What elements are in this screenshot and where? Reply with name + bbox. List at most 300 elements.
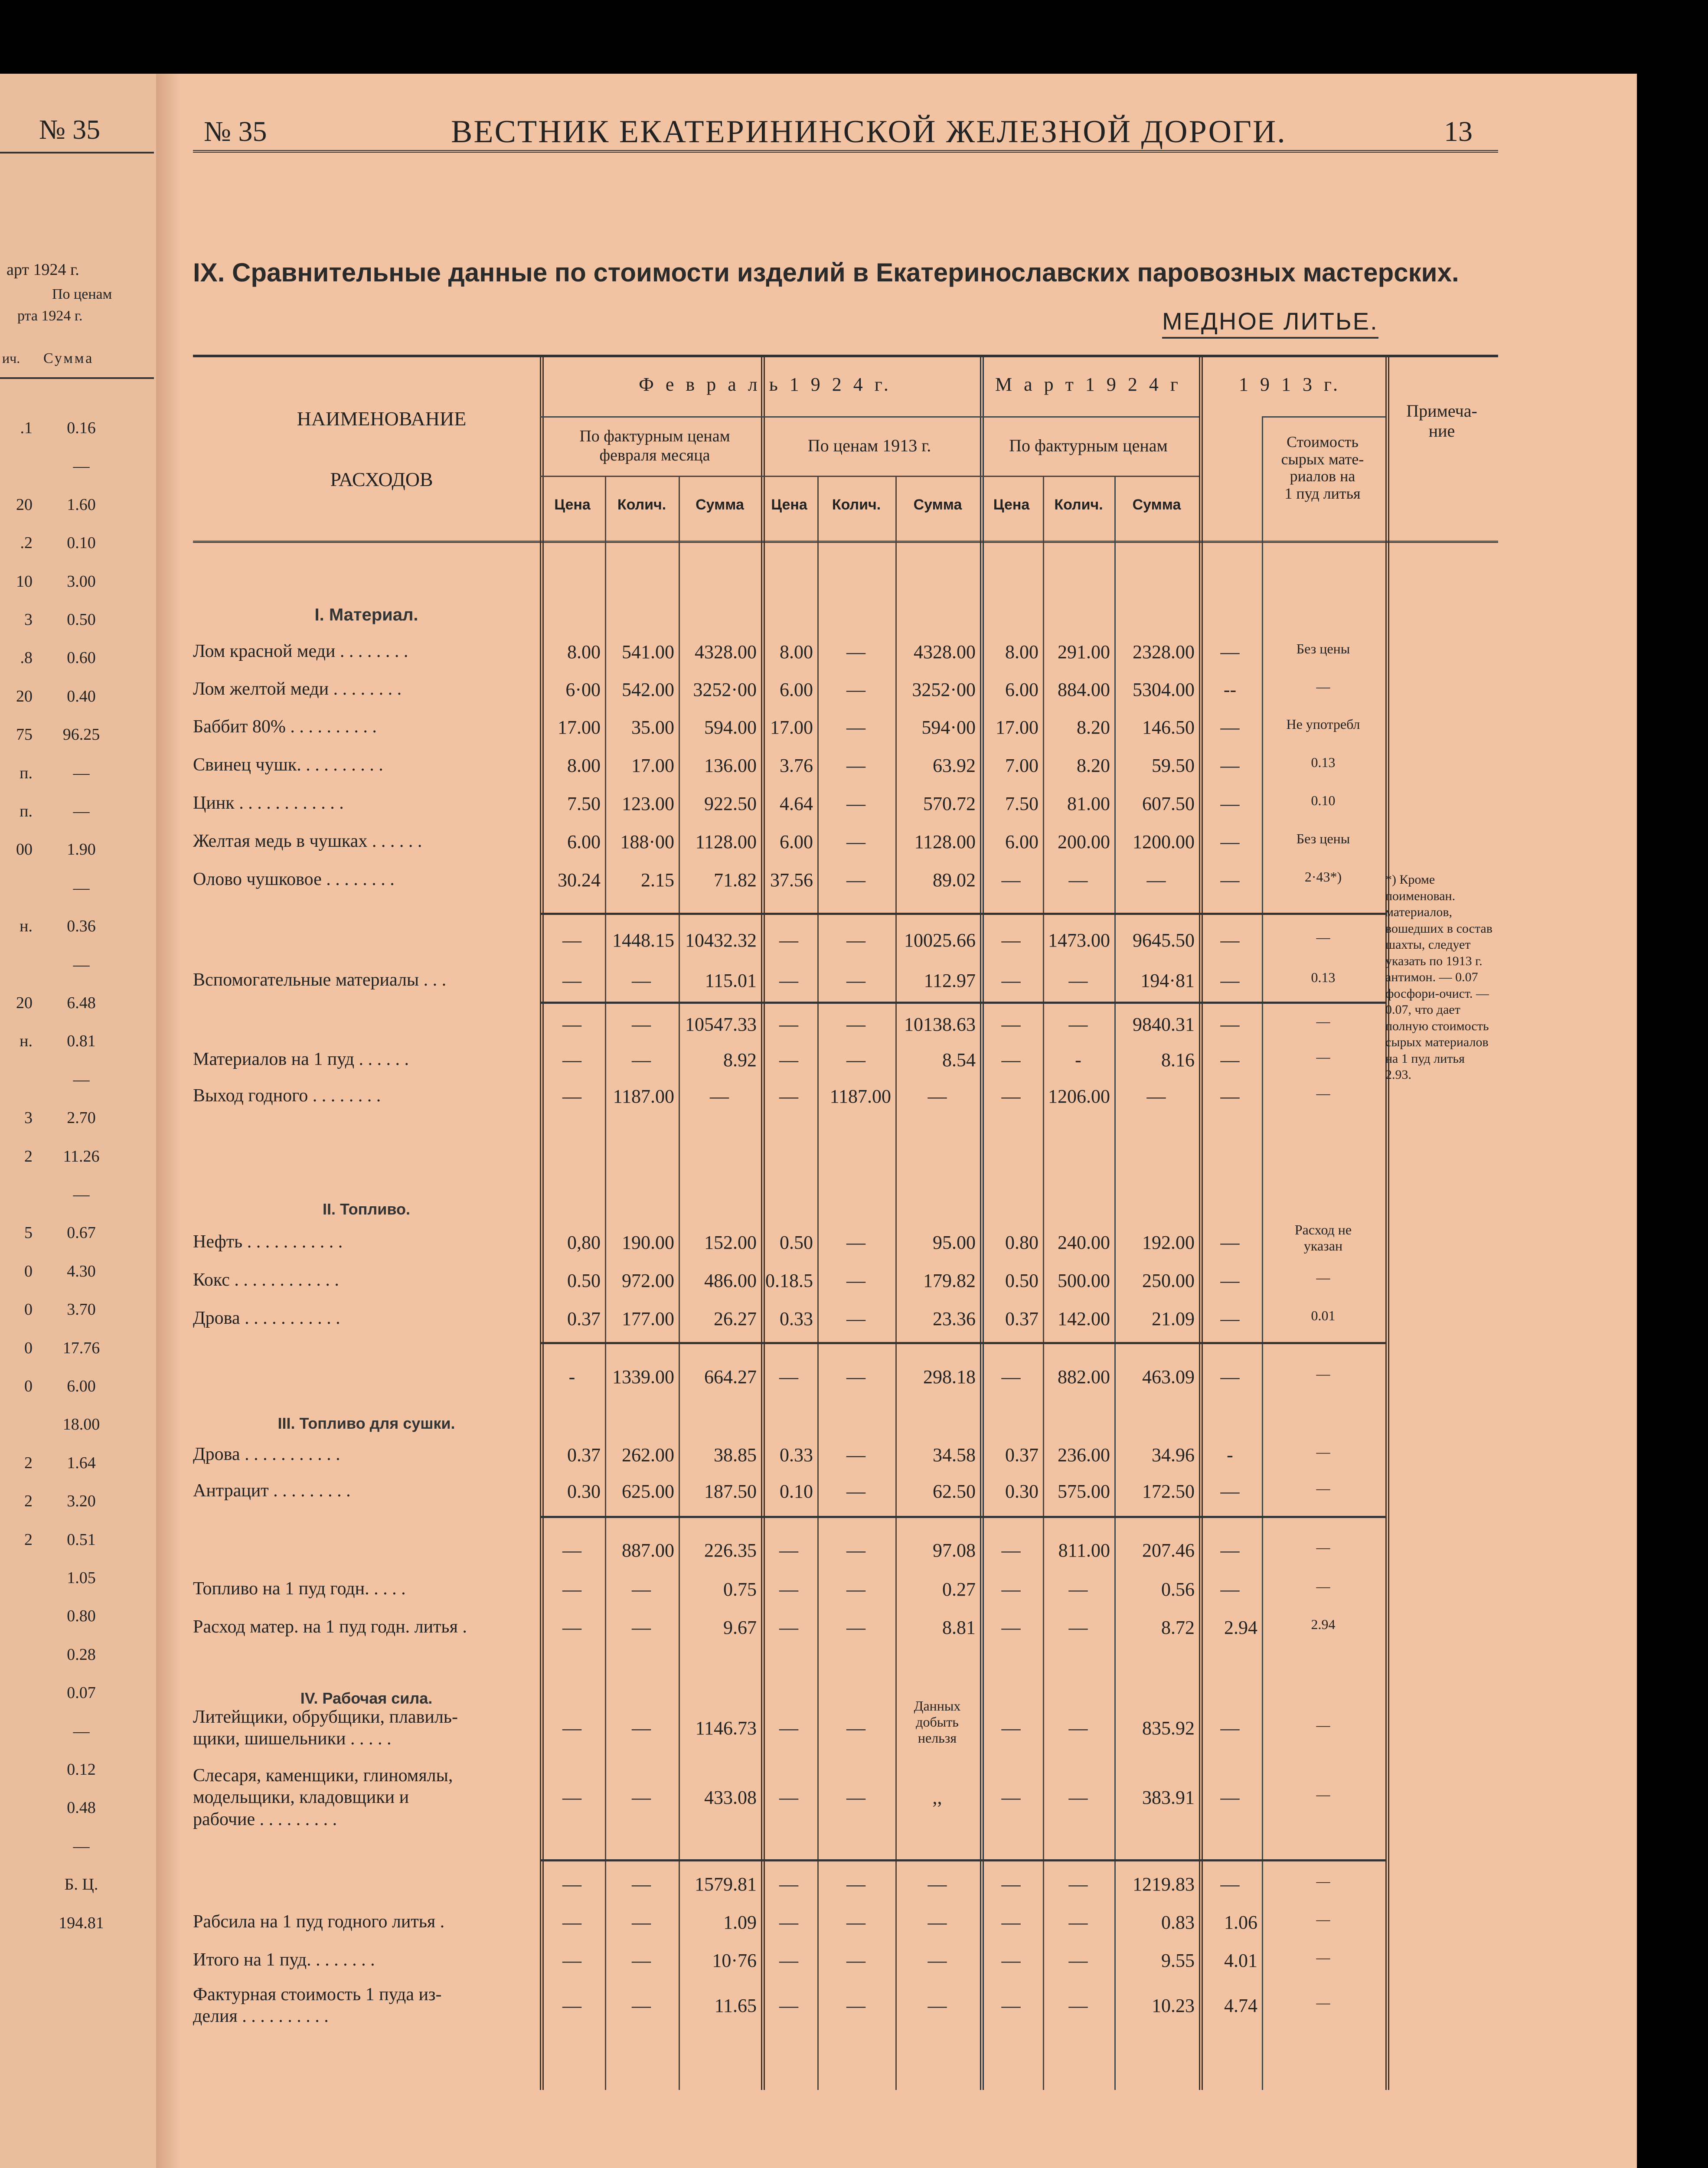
table-cell: 10547.33 (685, 1014, 757, 1035)
table-cell: — (1220, 970, 1240, 991)
row-label: Литейщики, обрубщики, плавиль- щики, шишельники . . . . . (193, 1707, 458, 1749)
table-cell: — (1068, 869, 1088, 891)
table-cell: — (562, 970, 581, 991)
table-cell: 38.85 (714, 1444, 757, 1466)
table-cell: — (1220, 1481, 1240, 1502)
table-cell: 972.00 (622, 1270, 674, 1291)
table-cell: 0.13 (1311, 970, 1336, 985)
subtotal-rule (540, 913, 1385, 915)
table-cell: 922.50 (704, 793, 757, 814)
table-cell: — (562, 1049, 581, 1071)
table-cell: — (846, 793, 865, 814)
table-cell: — (846, 1874, 865, 1895)
table-cell: 62.50 (933, 1481, 976, 1502)
left-cell-b: — (73, 802, 90, 820)
table-cell: — (1001, 1995, 1021, 2016)
table-cell: — (1068, 1912, 1088, 1933)
left-cell-b: 0.40 (67, 687, 96, 705)
left-cell-b: 0.16 (67, 419, 96, 437)
section-drying-fuel: III. Топливо для сушки. (278, 1414, 455, 1432)
table-cell: -- (1223, 679, 1237, 700)
table-cell: — (1316, 1049, 1330, 1064)
table-column-line (817, 476, 819, 2090)
journal-title: ВЕСТНИК ЕКАТЕРИНИНСКОЙ ЖЕЛЕЗНОЙ ДОРОГИ. (451, 114, 1287, 150)
table-head-bottom-rule (193, 541, 1498, 543)
table-cell: 887.00 (622, 1540, 674, 1561)
section-title: IX. Сравнительные данные по стоимости изделий в Екатеринославских паровозных мастерских. (193, 258, 1459, 287)
table-cell: 1128.00 (695, 831, 757, 852)
sub-header-sum: Сумма (913, 496, 962, 513)
table-cell: — (1220, 1540, 1240, 1561)
table-column-line (1043, 476, 1044, 2090)
table-cell: 625.00 (622, 1481, 674, 1502)
table-cell: 0.37 (1005, 1444, 1039, 1466)
sub-header-price: Цена (993, 496, 1030, 513)
col-raw-cost: Стоимость сырых мате- риалов на 1 пуд литья (1281, 433, 1364, 502)
left-cell-b: 0.51 (67, 1530, 96, 1549)
table-cell: 0.13 (1311, 754, 1336, 770)
left-cell-a: 0 (24, 1339, 33, 1357)
page-number: 13 (1444, 116, 1473, 147)
table-cell: 8.00 (567, 755, 601, 776)
table-cell: — (1220, 1049, 1240, 1071)
table-column-line (605, 476, 606, 2090)
table-cell: — (846, 1995, 865, 2016)
table-cell: — (1220, 869, 1240, 891)
row-label: Дрова . . . . . . . . . . . (193, 1444, 340, 1464)
row-label: Лом красной меди . . . . . . . . (193, 641, 408, 661)
left-cell-b: 1.64 (67, 1453, 96, 1472)
left-cell-b: 0.10 (67, 534, 96, 552)
table-cell: — (779, 1540, 798, 1561)
table-cell: 7.50 (567, 793, 601, 814)
subtotal-rule (540, 1342, 1385, 1344)
table-cell: 10432.32 (685, 930, 757, 951)
table-cell: — (632, 1049, 651, 1071)
col-name-l2: РАСХОДОВ (330, 468, 433, 490)
table-cell: 9645.50 (1133, 930, 1195, 951)
left-cell-a: н. (20, 917, 33, 936)
row-label: Лом желтой меди . . . . . . . . (193, 679, 402, 699)
table-cell: 9.55 (1161, 1950, 1195, 1971)
subtotal-rule (540, 1859, 1385, 1861)
left-cell-b: 0.60 (67, 649, 96, 667)
table-cell: 1.09 (723, 1912, 757, 1933)
table-cell: — (1316, 1578, 1330, 1594)
header-rule (540, 476, 1199, 477)
table-cell: — (562, 1014, 581, 1035)
table-cell: Расход не указан (1294, 1222, 1352, 1254)
left-cell-a: 20 (16, 687, 33, 705)
table-cell: 2·43*) (1304, 869, 1342, 885)
table-cell: — (846, 1049, 865, 1071)
left-cell-a: 00 (16, 840, 33, 859)
table-cell: — (927, 1874, 947, 1895)
table-cell: 7.50 (1005, 793, 1039, 814)
table-cell: — (1220, 641, 1240, 663)
header-rule (1262, 416, 1385, 418)
table-cell: 10.23 (1152, 1995, 1195, 2016)
table-cell: — (562, 1874, 581, 1895)
table-cell: — (779, 1617, 798, 1638)
table-cell: 8.20 (1077, 755, 1110, 776)
left-cell-b: 0.48 (67, 1799, 96, 1817)
table-cell: — (1001, 1049, 1021, 1071)
table-cell: 383.91 (1142, 1787, 1195, 1808)
left-cell-b: — (73, 457, 90, 476)
table-cell: 9840.31 (1133, 1014, 1195, 1035)
table-cell: — (1316, 1786, 1330, 1802)
left-cell-b: 1.90 (67, 840, 96, 859)
table-cell: — (927, 1995, 947, 2016)
table-cell: — (1220, 1086, 1240, 1107)
table-cell: — (562, 1540, 581, 1561)
sub-header-qty: Колич. (832, 496, 881, 513)
table-cell: — (1068, 970, 1088, 991)
table-cell: — (1220, 1717, 1240, 1739)
table-cell: 240.00 (1058, 1232, 1110, 1253)
table-cell: 81.00 (1067, 793, 1110, 814)
table-cell: 0.01 (1311, 1308, 1336, 1323)
sub-header-qty: Колич. (1054, 496, 1103, 513)
table-cell: — (1001, 1787, 1021, 1808)
table-column-line (980, 356, 984, 2090)
table-cell: — (562, 1579, 581, 1600)
table-cell: — (1001, 1912, 1021, 1933)
table-column-line (1114, 476, 1116, 2090)
left-cell-a: 2 (24, 1147, 33, 1166)
table-cell: 8.20 (1077, 717, 1110, 738)
table-cell: — (779, 1014, 798, 1035)
table-cell: 298.18 (923, 1366, 976, 1388)
left-cell-b: 0.12 (67, 1760, 96, 1779)
table-cell: 8.72 (1161, 1617, 1195, 1638)
table-cell: — (632, 1874, 651, 1895)
table-cell: 882.00 (1058, 1366, 1110, 1388)
table-cell: 97.08 (933, 1540, 976, 1561)
col-feb-fact: По фактурным ценам февраля месяца (579, 427, 730, 464)
table-cell: — (846, 755, 865, 776)
table-cell: Без цены (1296, 831, 1350, 846)
table-cell: 1219.83 (1133, 1874, 1195, 1895)
table-cell: 59.50 (1152, 755, 1195, 776)
table-cell: — (1316, 1949, 1330, 1965)
table-cell: — (1001, 869, 1021, 891)
table-cell: Данных добыть нельзя (914, 1698, 961, 1746)
table-cell: — (1146, 1086, 1166, 1107)
table-cell: — (846, 1308, 865, 1329)
table-cell: — (1316, 1539, 1330, 1555)
table-cell: 1.06 (1224, 1912, 1257, 1933)
table-cell: — (846, 1950, 865, 1971)
table-cell: — (779, 1086, 798, 1107)
left-cell-b: 1.05 (67, 1569, 96, 1587)
row-label: Олово чушковое . . . . . . . . (193, 869, 395, 889)
table-cell: 1448.15 (612, 930, 674, 951)
left-col-b: Сумма (43, 350, 94, 366)
table-cell: 179.82 (923, 1270, 976, 1291)
table-cell: — (632, 1014, 651, 1035)
left-cell-b: 96.25 (62, 725, 100, 744)
table-cell: — (779, 1995, 798, 2016)
table-cell: 2.94 (1224, 1617, 1257, 1638)
table-cell: — (1220, 1014, 1240, 1035)
table-cell: — (1146, 869, 1166, 891)
left-page-rule (0, 152, 154, 153)
table-cell: — (1316, 1995, 1330, 2010)
table-cell: 4.74 (1224, 1995, 1257, 2016)
left-head-rule (0, 377, 154, 379)
table-cell: 0.75 (723, 1579, 757, 1600)
table-cell: — (1220, 831, 1240, 852)
left-cell-b: 0.36 (67, 917, 96, 936)
row-label: Слесаря, каменщики, глиномялы, модельщики, кладовщики и рабочие . . . . . . . . . (193, 1766, 453, 1829)
left-cell-a: 0 (24, 1300, 33, 1319)
table-cell: — (1220, 930, 1240, 951)
table-cell: 6.00 (780, 679, 813, 700)
table-cell: 8.00 (1005, 641, 1039, 663)
table-cell: 123.00 (622, 793, 674, 814)
left-cell-a: .2 (20, 534, 33, 552)
table-cell: — (846, 869, 865, 891)
table-cell: — (632, 1995, 651, 2016)
table-cell: 8.00 (567, 641, 601, 663)
table-cell: — (1220, 1232, 1240, 1253)
table-cell: 7.00 (1005, 755, 1039, 776)
table-cell: 0.27 (942, 1579, 976, 1600)
table-cell: — (846, 1717, 865, 1739)
left-cell-a: .1 (20, 419, 33, 437)
left-col-a: ич. (2, 350, 20, 366)
table-cell: — (632, 1787, 651, 1808)
left-cell-a: 2 (24, 1530, 33, 1549)
table-cell: 142.00 (1058, 1308, 1110, 1329)
table-cell: — (1220, 1579, 1240, 1600)
table-cell: — (632, 1717, 651, 1739)
table-cell: — (779, 1579, 798, 1600)
table-cell: — (1220, 717, 1240, 738)
table-cell: 0.33 (780, 1444, 813, 1466)
table-cell: 607.50 (1142, 793, 1195, 814)
table-cell: 1187.00 (613, 1086, 674, 1107)
table-cell: 136.00 (704, 755, 757, 776)
table-cell: — (1001, 1617, 1021, 1638)
table-cell: 1200.00 (1133, 831, 1195, 852)
left-cell-b: 3.70 (67, 1300, 96, 1319)
col-name-l1: НАИМЕНОВАНИЕ (297, 408, 467, 430)
table-cell: 1128.00 (914, 831, 976, 852)
table-top-rule (193, 355, 1498, 357)
table-cell: — (1316, 1480, 1330, 1496)
table-cell: 4.01 (1224, 1950, 1257, 1971)
table-cell: 30.24 (558, 869, 601, 891)
table-cell: 0.37 (1005, 1308, 1039, 1329)
table-cell: — (632, 1617, 651, 1638)
table-cell: — (1316, 1873, 1330, 1889)
table-cell: — (779, 1912, 798, 1933)
left-cell-b: — (73, 764, 90, 782)
table-cell: — (779, 1049, 798, 1071)
table-cell: — (846, 1617, 865, 1638)
table-column-line (1199, 356, 1203, 2090)
table-cell: 250.00 (1142, 1270, 1195, 1291)
table-cell: 10025.66 (904, 930, 976, 951)
left-cell-b: 6.48 (67, 994, 96, 1012)
left-cell-a: п. (20, 802, 33, 820)
left-cell-b: 194.81 (59, 1913, 104, 1932)
table-cell: — (779, 1787, 798, 1808)
table-cell: — (1220, 755, 1240, 776)
section-fuel: II. Топливо. (322, 1200, 411, 1218)
left-cell-b: 6.00 (67, 1377, 96, 1395)
table-cell: — (1001, 1579, 1021, 1600)
table-cell: — (779, 1366, 798, 1388)
table-cell: — (846, 1270, 865, 1291)
table-cell: — (846, 679, 865, 700)
table-cell: 188·00 (620, 831, 674, 852)
table-cell: — (710, 1086, 729, 1107)
table-cell: — (632, 1912, 651, 1933)
table-cell: 10·76 (712, 1950, 757, 1971)
table-cell: 664.27 (704, 1366, 757, 1388)
sub-header-sum: Сумма (696, 496, 744, 513)
table-cell: 0.30 (1005, 1481, 1039, 1502)
left-cell-a: 3 (24, 1109, 33, 1127)
table-cell: 37.56 (770, 869, 813, 891)
table-cell: — (562, 1787, 581, 1808)
table-cell: 172.50 (1142, 1481, 1195, 1502)
table-column-line (1262, 416, 1263, 2090)
left-page-issue: № 35 (39, 114, 101, 145)
table-cell: — (1001, 1086, 1021, 1107)
table-cell: 6·00 (565, 679, 601, 700)
table-cell: 0.10 (780, 1481, 813, 1502)
sub-header-price: Цена (771, 496, 807, 513)
table-cell: 6.00 (567, 831, 601, 852)
left-cell-a: 75 (16, 725, 33, 744)
left-cell-a: 20 (16, 994, 33, 1012)
table-cell: — (846, 641, 865, 663)
table-cell: — (779, 1874, 798, 1895)
section-materials: I. Материал. (314, 605, 418, 624)
row-label: Материалов на 1 пуд . . . . . . (193, 1049, 409, 1069)
table-cell: 0.80 (1005, 1232, 1039, 1253)
left-cell-b: — (73, 878, 90, 897)
table-cell: — (1220, 1308, 1240, 1329)
table-cell: 3252·00 (912, 679, 976, 700)
left-cell-b: Б. Ц. (64, 1875, 98, 1894)
col-remarks: Примеча- ние (1406, 401, 1477, 441)
table-cell: 34.58 (933, 1444, 976, 1466)
table-cell: — (1001, 1540, 1021, 1561)
table-cell: 575.00 (1058, 1481, 1110, 1502)
table-cell: — (1001, 1950, 1021, 1971)
table-cell: — (779, 1950, 798, 1971)
table-cell: 0.30 (567, 1481, 601, 1502)
table-cell: — (562, 1950, 581, 1971)
table-cell: — (1316, 1717, 1330, 1733)
table-cell: 884.00 (1058, 679, 1110, 700)
table-cell: — (562, 1086, 581, 1107)
table-cell: 35.00 (631, 717, 674, 738)
left-cell-a: н. (20, 1032, 33, 1051)
table-cell: — (562, 1617, 581, 1638)
table-cell: 433.08 (704, 1787, 757, 1808)
sub-header-qty: Колич. (617, 496, 666, 513)
table-cell: 0.10 (1311, 793, 1336, 808)
table-cell: 115.01 (705, 970, 757, 991)
table-cell: 1187.00 (830, 1086, 891, 1107)
table-cell: 6.00 (780, 831, 813, 852)
col-mar: М а р т 1 9 2 4 г (995, 374, 1182, 395)
table-cell: — (1068, 1950, 1088, 1971)
table-cell: 8.00 (780, 641, 813, 663)
row-label: Желтая медь в чушках . . . . . . (193, 831, 422, 851)
table-cell: 463.09 (1142, 1366, 1195, 1388)
table-cell: — (1316, 1444, 1330, 1459)
table-cell: — (927, 1912, 947, 1933)
table-cell: — (562, 930, 581, 951)
left-cell-b: 18.00 (62, 1415, 100, 1434)
row-label: Вспомогательные материалы . . . (193, 970, 447, 990)
section-labor: IV. Рабочая сила. (300, 1689, 433, 1707)
table-cell: 1146.73 (695, 1717, 757, 1739)
row-label: Рабсила на 1 пуд годного литья . (193, 1912, 445, 1932)
table-cell: — (1001, 1874, 1021, 1895)
left-head-2: По ценам (52, 286, 112, 302)
left-cell-b: — (73, 1070, 90, 1089)
table-cell: — (1001, 1717, 1021, 1739)
table-cell: — (779, 1717, 798, 1739)
table-cell: 17.00 (631, 755, 674, 776)
table-cell: — (1001, 1366, 1021, 1388)
table-cell: 194·81 (1140, 970, 1195, 991)
table-cell: Не употребл (1286, 716, 1360, 732)
table-cell: — (1068, 1579, 1088, 1600)
left-cell-b: 0.50 (67, 611, 96, 629)
table-cell: — (1068, 1874, 1088, 1895)
row-label: Нефть . . . . . . . . . . . (193, 1232, 343, 1252)
table-cell: 0.50 (567, 1270, 601, 1291)
table-cell: 1339.00 (612, 1366, 674, 1388)
left-head-3: рта 1924 г. (17, 308, 83, 324)
table-cell: 0.83 (1161, 1912, 1195, 1933)
table-cell: — (1220, 1366, 1240, 1388)
table-cell: — (779, 970, 798, 991)
row-label: Итого на 1 пуд. . . . . . . . (193, 1950, 375, 1970)
sub-header-price: Цена (554, 496, 591, 513)
table-cell: 6.00 (1005, 679, 1039, 700)
table-cell: — (846, 831, 865, 852)
left-cell-b: 0.80 (67, 1607, 96, 1626)
table-cell: - (1227, 1444, 1233, 1466)
table-cell: 0.18.5 (765, 1270, 813, 1291)
table-cell: 63.92 (933, 755, 976, 776)
table-cell: — (846, 1579, 865, 1600)
table-cell: — (1316, 1270, 1330, 1285)
col-1913: 1 9 1 3 г. (1238, 374, 1342, 395)
row-label: Топливо на 1 пуд годн. . . . . (193, 1579, 406, 1599)
table-cell: 17.00 (770, 717, 813, 738)
table-cell: 594.00 (704, 717, 757, 738)
subtitle: МЕДНОЕ ЛИТЬЕ. (1162, 307, 1378, 339)
table-cell: 177.00 (622, 1308, 674, 1329)
book-gutter (156, 74, 182, 2168)
table-cell: — (927, 1086, 947, 1107)
subtotal-rule (540, 1002, 1385, 1004)
table-cell: — (632, 1579, 651, 1600)
col-mar-fact: По фактурным ценам (1009, 436, 1168, 455)
